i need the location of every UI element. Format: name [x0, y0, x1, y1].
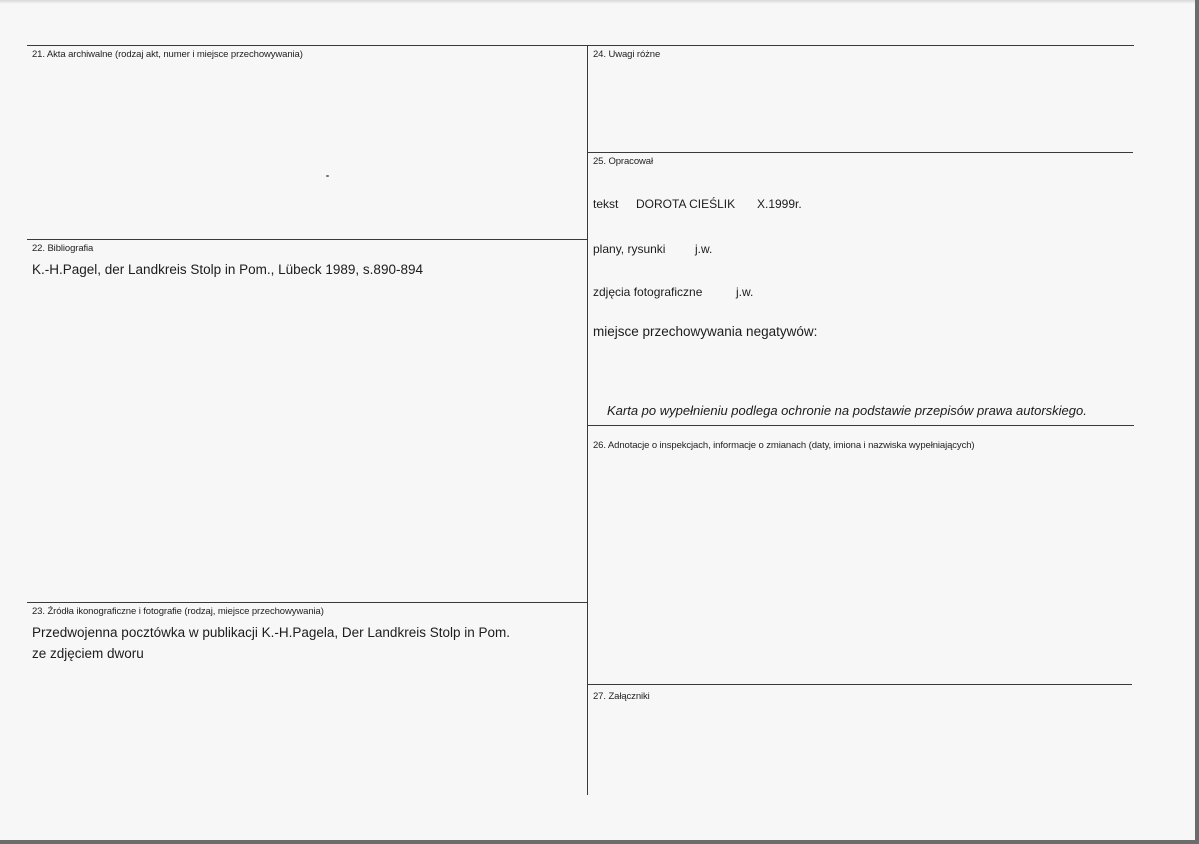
- plany-value: j.w.: [695, 242, 713, 256]
- paper-speck: [326, 175, 329, 177]
- scan-edge-right: [1195, 0, 1199, 844]
- copyright-note: Karta po wypełnieniu podlega ochronie na podstawie przepisów prawa autorskiego.: [607, 403, 1087, 418]
- column-divider: [587, 45, 588, 795]
- tekst-label: tekst: [593, 197, 619, 211]
- rule-21-22: [27, 239, 587, 240]
- bibliography-entry: K.-H.Pagel, der Landkreis Stolp in Pom., Lübeck 1989, s.890-894: [32, 262, 423, 277]
- iconographic-source-line-2: ze zdjęciem dworu: [32, 646, 144, 661]
- rule-22-23: [27, 602, 587, 603]
- negatives-location-label: miejsce przechowywania negatywów:: [593, 324, 818, 339]
- rule-26-27: [587, 684, 1132, 685]
- section-27-label: 27. Załączniki: [593, 691, 650, 702]
- rule-25-26: [587, 425, 1134, 426]
- scan-edge-bottom: [0, 840, 1199, 844]
- zdjecia-value: j.w.: [736, 285, 754, 299]
- tekst-author: DOROTA CIEŚLIK: [636, 197, 736, 211]
- top-rule: [27, 45, 1134, 46]
- section-26-label: 26. Adnotacje o inspekcjach, informacje o zmianach (daty, imiona i nazwiska wypełniających): [593, 440, 975, 451]
- tekst-date: X.1999r.: [757, 197, 802, 211]
- section-25-label: 25. Opracował: [593, 156, 653, 167]
- section-23-label: 23. Źródła ikonograficzne i fotografie (rodzaj, miejsce przechowywania): [32, 606, 324, 617]
- section-24-label: 24. Uwagi różne: [593, 49, 661, 60]
- zdjecia-label: zdjęcia fotograficzne: [593, 285, 703, 299]
- section-22-label: 22. Bibliografia: [32, 243, 94, 254]
- plany-label: plany, rysunki: [593, 242, 666, 256]
- rule-24-25: [587, 152, 1133, 153]
- section-21-label: 21. Akta archiwalne (rodzaj akt, numer i miejsce przechowywania): [32, 49, 303, 60]
- iconographic-source-line-1: Przedwojenna pocztówka w publikacji K.-H.Pagela, Der Landkreis Stolp in Pom.: [32, 625, 510, 640]
